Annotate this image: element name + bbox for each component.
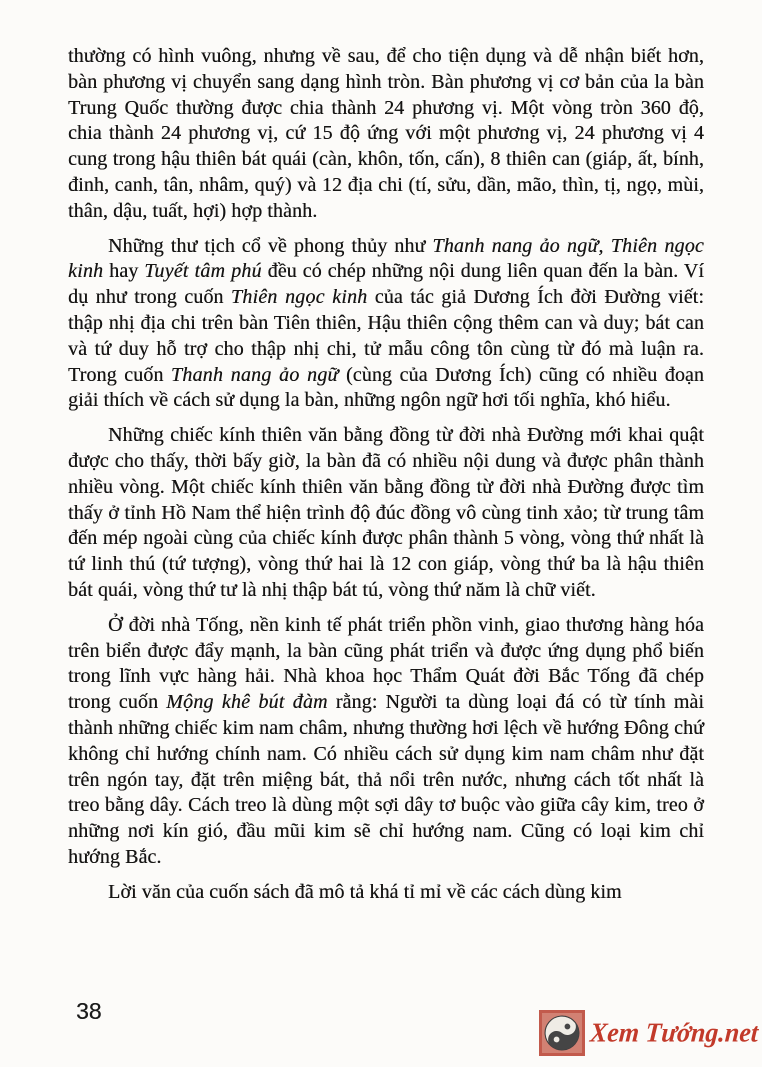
page-number: 38: [76, 998, 102, 1024]
text-run: đều có chép những nội dung liên quan đến la bàn. Ví dụ như trong cuốn: [68, 260, 704, 309]
book-title-italic-run: Thiên ngọc kinh: [230, 286, 368, 309]
text-run: Những thư tịch cổ về phong thủy như: [108, 234, 433, 257]
paragraph: [68, 234, 704, 415]
watermark-text: Xem Tướng.net: [588, 1017, 760, 1048]
text-run: của tác giả Dương Ích đời Đường viết: thập nhị địa chi trên bàn Tiên thiên, Hậu thiên cộng thêm can và duy; bát can và tứ duy hỗ trợ cho thập nhị chi, tử mẫu công tôn cùng từ đó mà luận ra. Trong cuốn: [68, 286, 704, 386]
yin-yang-icon: [539, 1010, 585, 1056]
paragraph: [68, 613, 704, 871]
text-run: Lời văn của cuốn sách đã mô tả khá tỉ mỉ về các cách dùng kim: [108, 880, 622, 903]
book-title-italic-run: Thanh nang ảo ngữ, Thiên ngọc kinh: [68, 234, 705, 283]
book-title-italic-run: Thanh nang ảo ngữ: [170, 363, 339, 386]
text-run: Những chiếc kính thiên văn bằng đồng từ đời nhà Đường mới khai quật được cho thấy, thời bấy giờ, la bàn đã có nhiều nội dung và được phân thành nhiều vòng. Một chiếc kính thiên văn bằng đồng từ đời nhà Đường được tìm thấy ở tỉnh Hồ Nam thể hiện trình độ đúc đồng vô cùng tinh xảo; từ trung tâm đến mép ngoài cùng của chiếc kính được phân thành 5 vòng, vòng thứ nhất là tứ linh thú (tứ tượng), vòng thứ hai là 12 con giáp, vòng thứ ba là hậu thiên bát quái, vòng thứ tư là nhị thập bát tú, vòng thứ năm là chữ viết.: [68, 424, 704, 601]
paragraph: [68, 880, 704, 906]
book-title-italic-run: Tuyết tâm phú: [144, 260, 262, 283]
paragraph: [68, 423, 704, 604]
text-run: thường có hình vuông, nhưng về sau, để cho tiện dụng và dễ nhận biết hơn, bàn phương vị chuyển sang dạng hình tròn. Bàn phương vị cơ bản của la bàn Trung Quốc thường được chia thành 24 phương vị. Một vòng tròn 360 độ, chia thành 24 phương vị, cứ 15 độ ứng với một phương vị, 24 phương vị 4 cung trong hậu thiên bát quái (càn, khôn, tốn, cấn), 8 thiên can (giáp, ất, bính, đinh, canh, tân, nhâm, quý) và 12 địa chi (tí, sửu, dần, mão, thìn, tị, ngọ, mùi, thân, dậu, tuất, hợi) hợp thành.: [68, 45, 704, 222]
page-body-text: [68, 44, 704, 906]
book-title-italic-run: Mộng khê bút đàm: [166, 691, 328, 714]
text-run: (cùng của Dương Ích) cũng có nhiều đoạn giải thích về cách sử dụng la bàn, những ngôn ngữ hơi tối nghĩa, khó hiểu.: [68, 363, 704, 412]
text-run: rằng: Người ta dùng loại đá có từ tính mài thành những chiếc kim nam châm, nhưng thường hơi lệch về hướng Đông chứ không chỉ hướng chính nam. Có nhiều cách sử dụng kim nam châm như đặt trên ngón tay, đặt trên miệng bát, thả nổi trên nước, nhưng cách tốt nhất là treo bằng dây. Cách treo là dùng một sợi dây tơ buộc vào giữa cây kim, treo ở những nơi kín gió, đầu mũi kim sẽ chỉ hướng nam. Cũng có loại kim chỉ hướng Bắc.: [68, 691, 704, 868]
text-run: hay: [103, 260, 145, 283]
text-run: Ở đời nhà Tống, nền kinh tế phát triển phồn vinh, giao thương hàng hóa trên biển được đẩy mạnh, la bàn cũng phát triển và được ứng dụng phổ biến trong lĩnh vực hàng hải. Nhà khoa học Thẩm Quát đời Bắc Tống đã chép trong cuốn: [68, 613, 704, 714]
watermark: [539, 1010, 760, 1056]
paragraph: [68, 44, 704, 225]
